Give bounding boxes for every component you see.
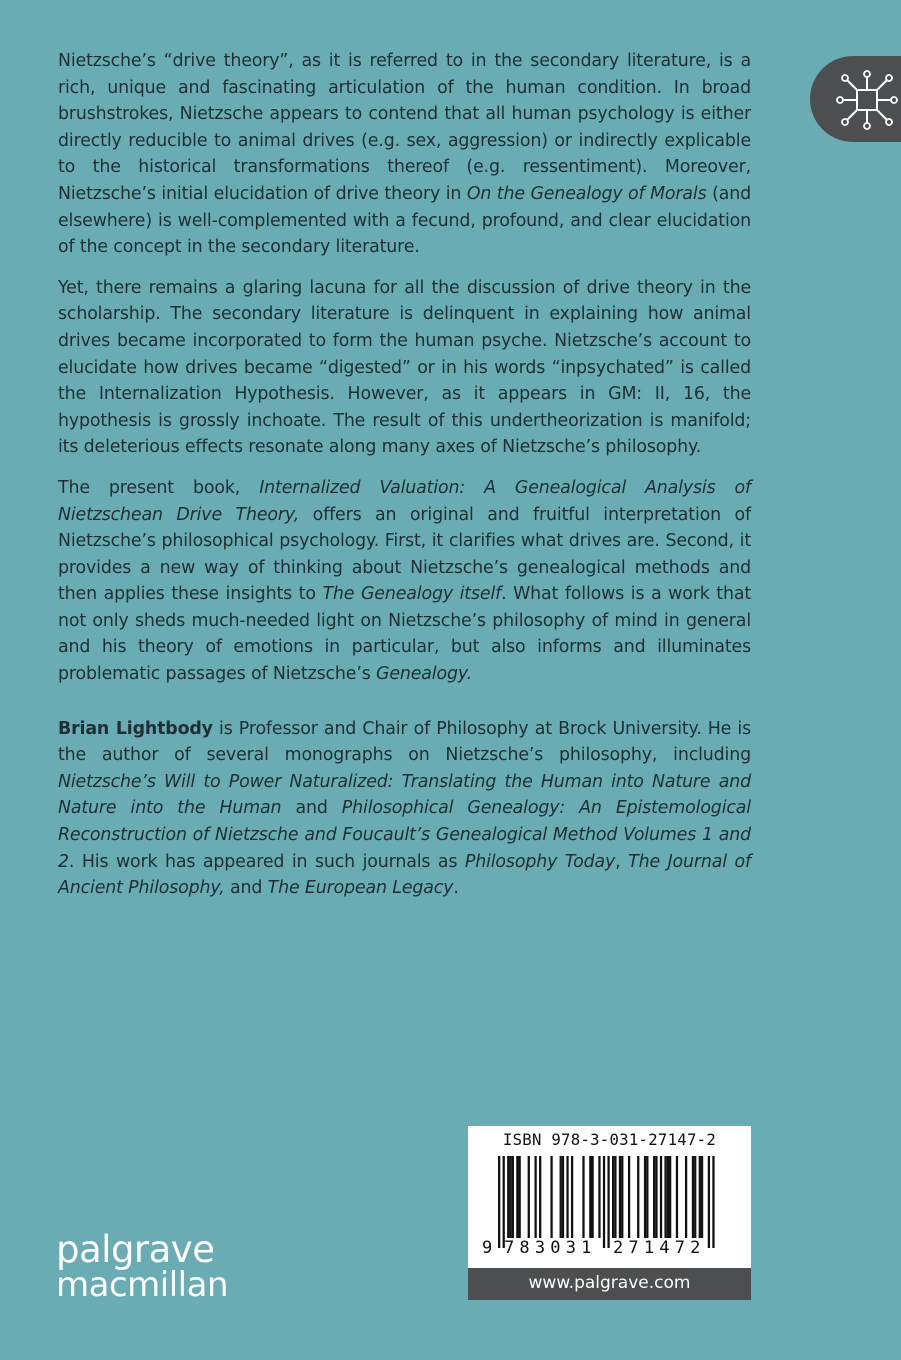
logo-line-palgrave: palgrave bbox=[56, 1228, 215, 1271]
barcode-bar bbox=[598, 1156, 600, 1238]
description-paragraph-3 bbox=[58, 475, 751, 688]
text-run: , bbox=[615, 851, 629, 872]
author-bio bbox=[58, 716, 751, 902]
barcode-bar bbox=[701, 1156, 703, 1238]
barcode-bar bbox=[571, 1156, 573, 1238]
barcode-bar bbox=[528, 1156, 530, 1238]
isbn-left-digits: 783031 bbox=[504, 1238, 597, 1258]
barcode-bar bbox=[619, 1156, 621, 1238]
publisher-tab bbox=[810, 56, 901, 142]
text-run: Yet, there remains a glaring lacuna for all the discussion of drive theory in the scholarship. The secondary literature is delinquent in explaining how animal drives became incorporated to form the human psyche. Nietzsche’s account to elucidate how drives became “digested” or in his words “inpsychated” is called the Internalization Hypothesis. However, as it appears in GM: II, 16, the hypothesis is grossly inchoate. The result of this undertheorization is manifold; its deleterious effects resonate along many axes of Nietzsche’s philosophy. bbox=[58, 277, 751, 458]
isbn-barcode bbox=[468, 1126, 751, 1268]
text-run: is Professor and Chair of Philosophy at Brock University. He is the author of several monographs on Nietzsche’s philosophy, including bbox=[58, 718, 751, 766]
barcode-bar bbox=[503, 1156, 505, 1248]
barcode-bar bbox=[562, 1156, 564, 1238]
barcode-bar bbox=[507, 1156, 509, 1238]
barcode-bar bbox=[669, 1156, 671, 1238]
barcode-bar bbox=[539, 1156, 541, 1238]
text-run: The European Legacy bbox=[267, 878, 454, 899]
barcode-bar bbox=[509, 1156, 511, 1238]
description-paragraph-2 bbox=[58, 275, 751, 461]
barcode-bar bbox=[664, 1156, 666, 1238]
text-run: On the Genealogy of Morals bbox=[466, 183, 707, 204]
isbn-first-digit: 9 bbox=[482, 1238, 493, 1258]
barcode-bar bbox=[646, 1156, 648, 1238]
barcode-bar bbox=[591, 1156, 593, 1238]
barcode-bar bbox=[498, 1156, 500, 1248]
barcode-bar bbox=[667, 1156, 669, 1238]
text-run: and bbox=[224, 878, 268, 899]
logo-line-macmillan: macmillan bbox=[56, 1265, 228, 1305]
text-run: The Journal of Ancient Philosophy, bbox=[58, 851, 752, 899]
text-run: Genealogy. bbox=[376, 664, 473, 685]
text-run: The Genealogy itself bbox=[322, 584, 502, 605]
barcode-bar bbox=[676, 1156, 678, 1238]
barcode-bar bbox=[655, 1156, 657, 1238]
barcode-bar bbox=[644, 1156, 646, 1238]
barcode-bar bbox=[621, 1156, 623, 1238]
barcode-bar bbox=[660, 1156, 662, 1238]
text-run: Internalized Valuation: A Genealogical Analysis of Nietzschean Drive Theory, bbox=[58, 477, 751, 525]
barcode-bar bbox=[637, 1156, 639, 1238]
text-run: Nietzsche’s Will to Power Naturalized: Translating the Human into Nature and Nature into the Human bbox=[58, 771, 751, 819]
description-paragraph-1 bbox=[58, 48, 751, 261]
barcode-bar bbox=[566, 1156, 568, 1238]
text-run: Philosophy Today bbox=[464, 851, 616, 872]
palgrave-macmillan-logo bbox=[56, 1228, 228, 1305]
text-run: Nietzsche’s “drive theory”, as it is referred to in the secondary literature, is a rich, unique and fascinating articulation of the human condition. In broad brushstrokes, Nietzsche appears to contend that all human psychology is either directly reducible to animal drives (e.g. sex, aggression) or indirectly explicable to the historical transformations thereof (e.g. ressentiment). Moreover, Nietzsche’s initial elucidation of drive theory in bbox=[58, 51, 751, 204]
barcode-bar bbox=[603, 1156, 605, 1248]
text-run: Philosophical Genealogy: An Epistemological Reconstruction of Nietzsche and Foucault’s Genealogical Method Volumes 1 and 2 bbox=[58, 798, 751, 872]
barcode-bar bbox=[612, 1156, 614, 1238]
barcode-bar bbox=[708, 1156, 710, 1248]
text-run: . bbox=[453, 878, 459, 899]
text-run: and bbox=[281, 798, 342, 819]
isbn-right-digits: 271472 bbox=[613, 1238, 706, 1258]
barcode-bar bbox=[560, 1156, 562, 1238]
back-cover-text bbox=[58, 48, 751, 916]
text-run: Brian Lightbody bbox=[58, 718, 213, 739]
barcode-bar bbox=[550, 1156, 552, 1238]
barcode-bar bbox=[582, 1156, 584, 1238]
barcode-bar bbox=[607, 1156, 609, 1248]
barcode-bar bbox=[712, 1156, 714, 1248]
barcode-bar bbox=[694, 1156, 696, 1238]
barcode-bar bbox=[692, 1156, 694, 1238]
text-run: . What follows is a work that not only sheds much-needed light on Nietzsche’s philosophy of mind in general and his theory of emotions in particular, but also informs and illuminates problematic passages of Nietzsche’s bbox=[58, 584, 751, 685]
text-run: . His work has appeared in such journals as bbox=[68, 851, 465, 872]
palgrave-network-icon bbox=[836, 70, 898, 130]
barcode-bar bbox=[685, 1156, 687, 1238]
publisher-url[interactable]: www.palgrave.com bbox=[468, 1268, 751, 1300]
barcode-bar bbox=[519, 1156, 521, 1238]
barcode-bar bbox=[653, 1156, 655, 1238]
barcode-bar bbox=[512, 1156, 514, 1238]
barcode-bar bbox=[628, 1156, 630, 1238]
text-run: (and elsewhere) is well-complemented with a fecund, profound, and clear elucidation of the concept in the secondary literature. bbox=[58, 183, 751, 258]
isbn-label: ISBN 978-3-031-27147-2 bbox=[502, 1131, 717, 1149]
barcode-bar bbox=[589, 1156, 591, 1238]
text-run: The present book, bbox=[58, 477, 260, 498]
text-run: offers an original and fruitful interpretation of Nietzsche’s philosophical psychology. First, it clarifies what drives are. Second, it provides a new way of thinking about Nietzsche’s genealogical methods and then applies these insights to bbox=[58, 504, 751, 605]
barcode-bar bbox=[534, 1156, 536, 1238]
barcode-bar bbox=[516, 1156, 518, 1238]
barcode-bar bbox=[699, 1156, 701, 1238]
barcode-bar bbox=[614, 1156, 616, 1238]
